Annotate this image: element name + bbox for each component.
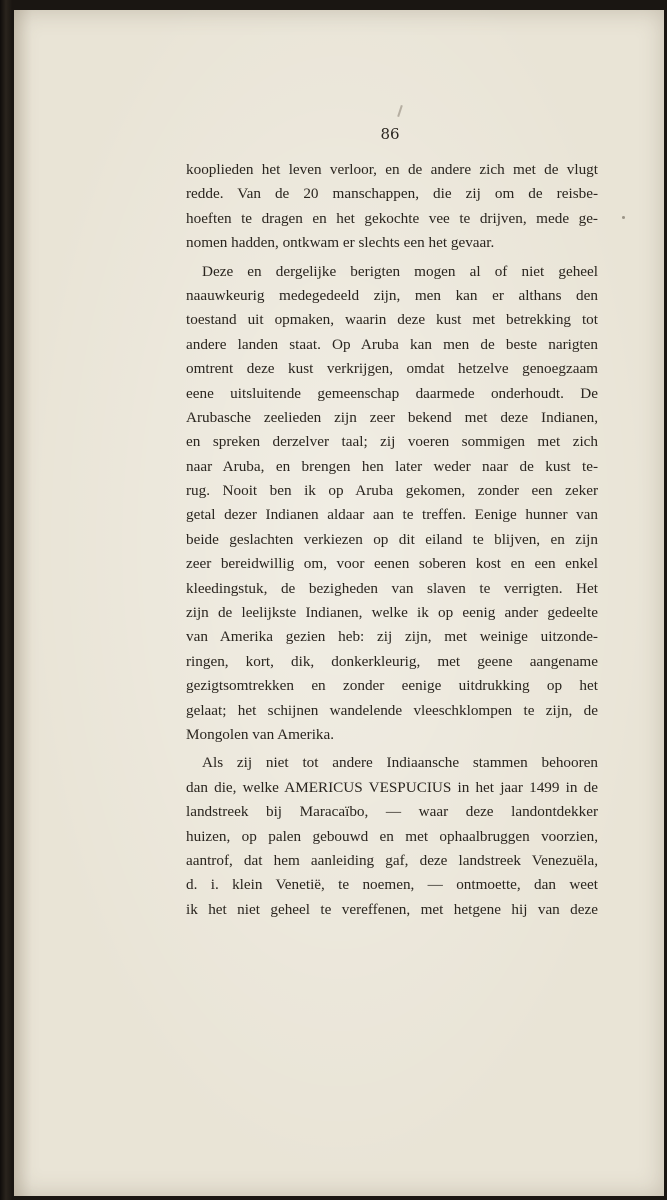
text-line: toestand uit opmaken, waarin deze kust met betrekking tot xyxy=(186,311,598,329)
text-line: huizen, op palen gebouwd en met ophaalbruggen voorzien, xyxy=(186,827,598,845)
text-line: Mongolen van Amerika. xyxy=(186,725,335,743)
text-line: kleedingstuk, de bezigheden van slaven te verrigten. Het xyxy=(186,579,598,597)
text-line: zeer bereidwillig om, voor eenen soberen kost en een enkel xyxy=(186,555,598,573)
text-line: ik het niet geheel te vereffenen, met hetgene hij van deze xyxy=(186,900,598,918)
text-line: Arubasche zeelieden zijn zeer bekend met deze Indianen, xyxy=(186,408,598,426)
text-line: landstreek bij Maracaïbo, — waar deze landontdekker xyxy=(186,803,598,821)
text-line: rug. Nooit ben ik op Aruba gekomen, zonder een zeker xyxy=(186,482,598,500)
page-number: 86 xyxy=(380,125,400,143)
text-line: dan die, welke AMERICUS VESPUCIUS in het jaar 1499 in de xyxy=(186,778,598,796)
ink-mark xyxy=(397,105,403,117)
text-line: omtrent deze kust verkrijgen, omdat hetzelve genoegzaam xyxy=(186,360,598,378)
text-line: beide geslachten verkiezen op dit eiland te blijven, en zijn xyxy=(186,530,598,548)
text-line: van Amerika gezien heb: zij zijn, met weinige uitzonde- xyxy=(186,628,598,646)
text-line: redde. Van de 20 manschappen, die zij om de reisbe- xyxy=(186,185,598,203)
body-text xyxy=(186,158,598,922)
text-line: eene uitsluitende gemeenschap daarmede onderhoudt. De xyxy=(186,384,598,402)
text-line: nomen hadden, ontkwam er slechts een het gevaar. xyxy=(186,234,495,252)
text-line: aantrof, dat hem aanleiding gaf, deze landstreek Venezuëla, xyxy=(186,851,598,869)
text-line: Deze en dergelijke berigten mogen al of niet geheel xyxy=(202,262,598,280)
text-line: andere landen staat. Op Aruba kan men de beste narigten xyxy=(186,335,598,353)
text-line: Als zij niet tot andere Indiaansche stammen behooren xyxy=(202,754,598,772)
text-line: en spreken derzelver taal; zij voeren sommigen met zich xyxy=(186,433,598,451)
paper-speck xyxy=(622,216,625,219)
text-line: d. i. klein Venetië, te noemen, — ontmoette, dan weet xyxy=(186,876,598,894)
text-line: naar Aruba, en brengen hen later weder naar de kust te- xyxy=(186,457,598,475)
text-line: zijn de leelijkste Indianen, welke ik op eenig ander gedeelte xyxy=(186,604,598,622)
text-line: gelaat; het schijnen wandelende vleeschklompen te zijn, de xyxy=(186,701,598,719)
text-line: gezigtsomtrekken en zonder eenige uitdrukking op het xyxy=(186,677,598,695)
text-line: naauwkeurig medegedeeld zijn, men kan er althans den xyxy=(186,286,598,304)
text-line: kooplieden het leven verloor, en de andere zich met de vlugt xyxy=(186,161,598,178)
text-line: ringen, kort, dik, donkerkleurig, met geene aangename xyxy=(186,652,598,670)
text-line: getal dezer Indianen aldaar aan te treffen. Eenige hunner van xyxy=(186,506,598,524)
text-line: hoeften te dragen en het gekochte vee te drijven, mede ge- xyxy=(186,209,598,227)
